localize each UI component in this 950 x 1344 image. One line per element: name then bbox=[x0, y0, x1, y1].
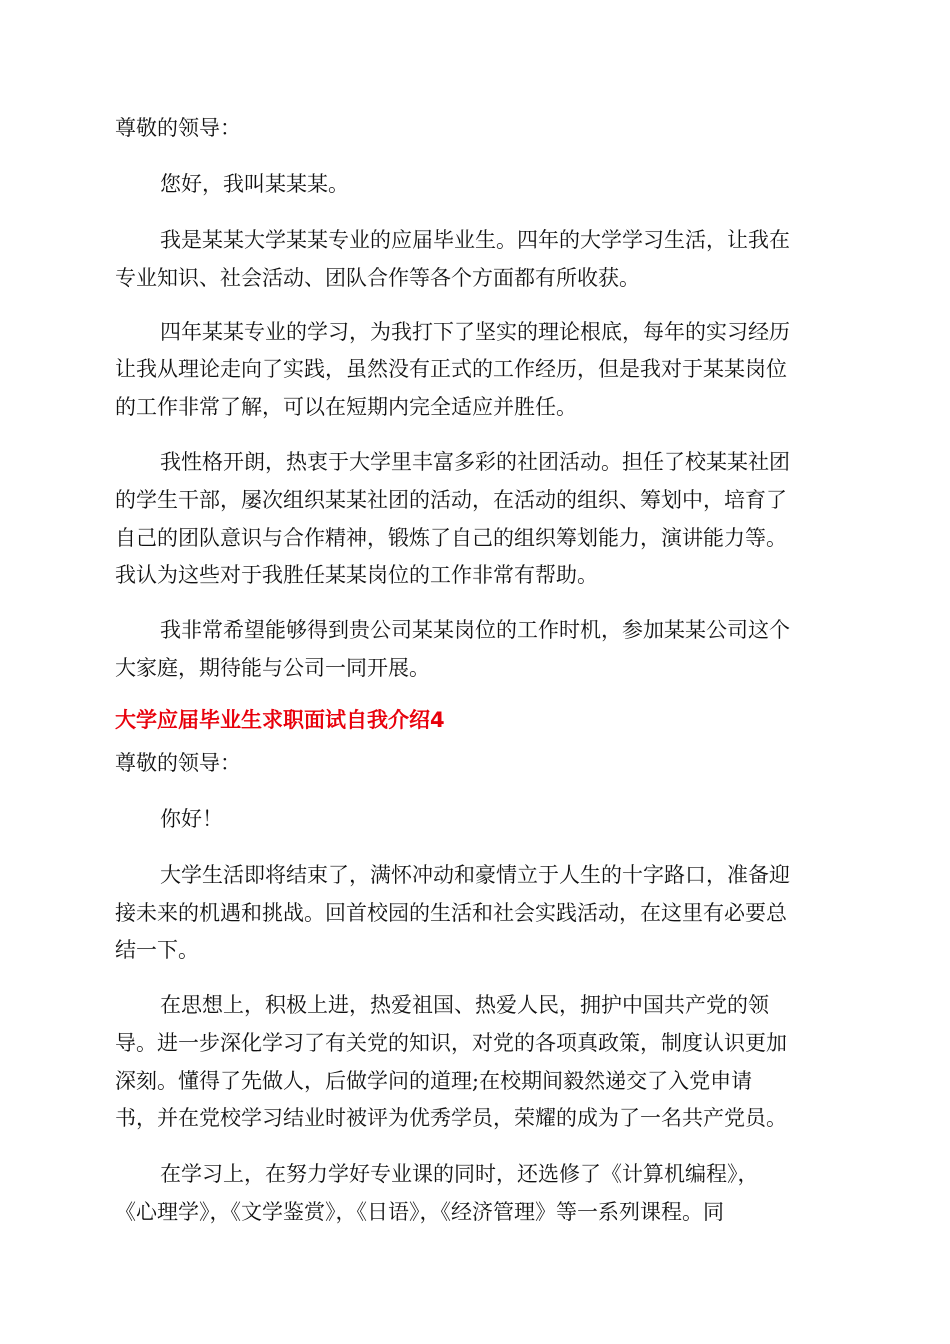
paragraph-line: 大家庭，期待能与公司一同开展。 bbox=[115, 656, 430, 680]
paragraph-line: 在学习上，在努力学好专业课的同时，还选修了《计算机编程》， bbox=[160, 1162, 759, 1186]
paragraph-line: 让我从理论走向了实践，虽然没有正式的工作经历，但是我对于某某岗位 bbox=[115, 357, 787, 381]
salutation: 尊敬的领导： bbox=[115, 116, 241, 140]
paragraph-line: 自己的团队意识与合作精神，锻炼了自己的组织筹划能力，演讲能力等。 bbox=[115, 526, 787, 550]
paragraph-line: 的工作非常了解，可以在短期内完全适应并胜任。 bbox=[115, 395, 577, 419]
paragraph-line: 深刻。懂得了先做人，后做学问的道理;在校期间毅然递交了入党申请 bbox=[115, 1069, 753, 1093]
paragraph-line: 大学生活即将结束了，满怀冲动和豪情立于人生的十字路口，准备迎 bbox=[160, 863, 790, 887]
paragraph-line: 的学生干部，屡次组织某某社团的活动，在活动的组织、筹划中，培育了 bbox=[115, 488, 787, 512]
paragraph-line: 书，并在党校学习结业时被评为优秀学员，荣耀的成为了一名共产党员。 bbox=[115, 1106, 787, 1130]
paragraph-line: 结一下。 bbox=[115, 938, 199, 962]
paragraph-line: 在思想上，积极上进，热爱祖国、热爱人民，拥护中国共产党的领 bbox=[160, 993, 769, 1017]
paragraph-line: 接未来的机遇和挑战。回首校园的生活和社会实践活动，在这里有必要总 bbox=[115, 901, 787, 925]
greeting: 你好！ bbox=[160, 807, 223, 831]
paragraph-line: 我是某某大学某某专业的应届毕业生。四年的大学学习生活，让我在 bbox=[160, 228, 790, 252]
paragraph-line: 导。进一步深化学习了有关党的知识，对党的各项真政策，制度认识更加 bbox=[115, 1031, 787, 1055]
salutation: 尊敬的领导： bbox=[115, 751, 241, 775]
paragraph-line: 我认为这些对于我胜任某某岗位的工作非常有帮助。 bbox=[115, 563, 598, 587]
paragraph-line: 《心理学》，《文学鉴赏》，《日语》，《经济管理》等一系列课程。同 bbox=[115, 1200, 724, 1224]
paragraph-line: 四年某某专业的学习，为我打下了坚实的理论根底，每年的实习经历 bbox=[160, 320, 790, 344]
paragraph-line: 专业知识、社会活动、团队合作等各个方面都有所收获。 bbox=[115, 266, 640, 290]
paragraph-line: 我非常希望能够得到贵公司某某岗位的工作时机，参加某某公司这个 bbox=[160, 618, 790, 642]
section-heading: 大学应届毕业生求职面试自我介绍4 bbox=[115, 708, 445, 732]
paragraph-line: 我性格开朗，热衷于大学里丰富多彩的社团活动。担任了校某某社团 bbox=[160, 450, 790, 474]
greeting: 您好，我叫某某某。 bbox=[160, 172, 349, 196]
